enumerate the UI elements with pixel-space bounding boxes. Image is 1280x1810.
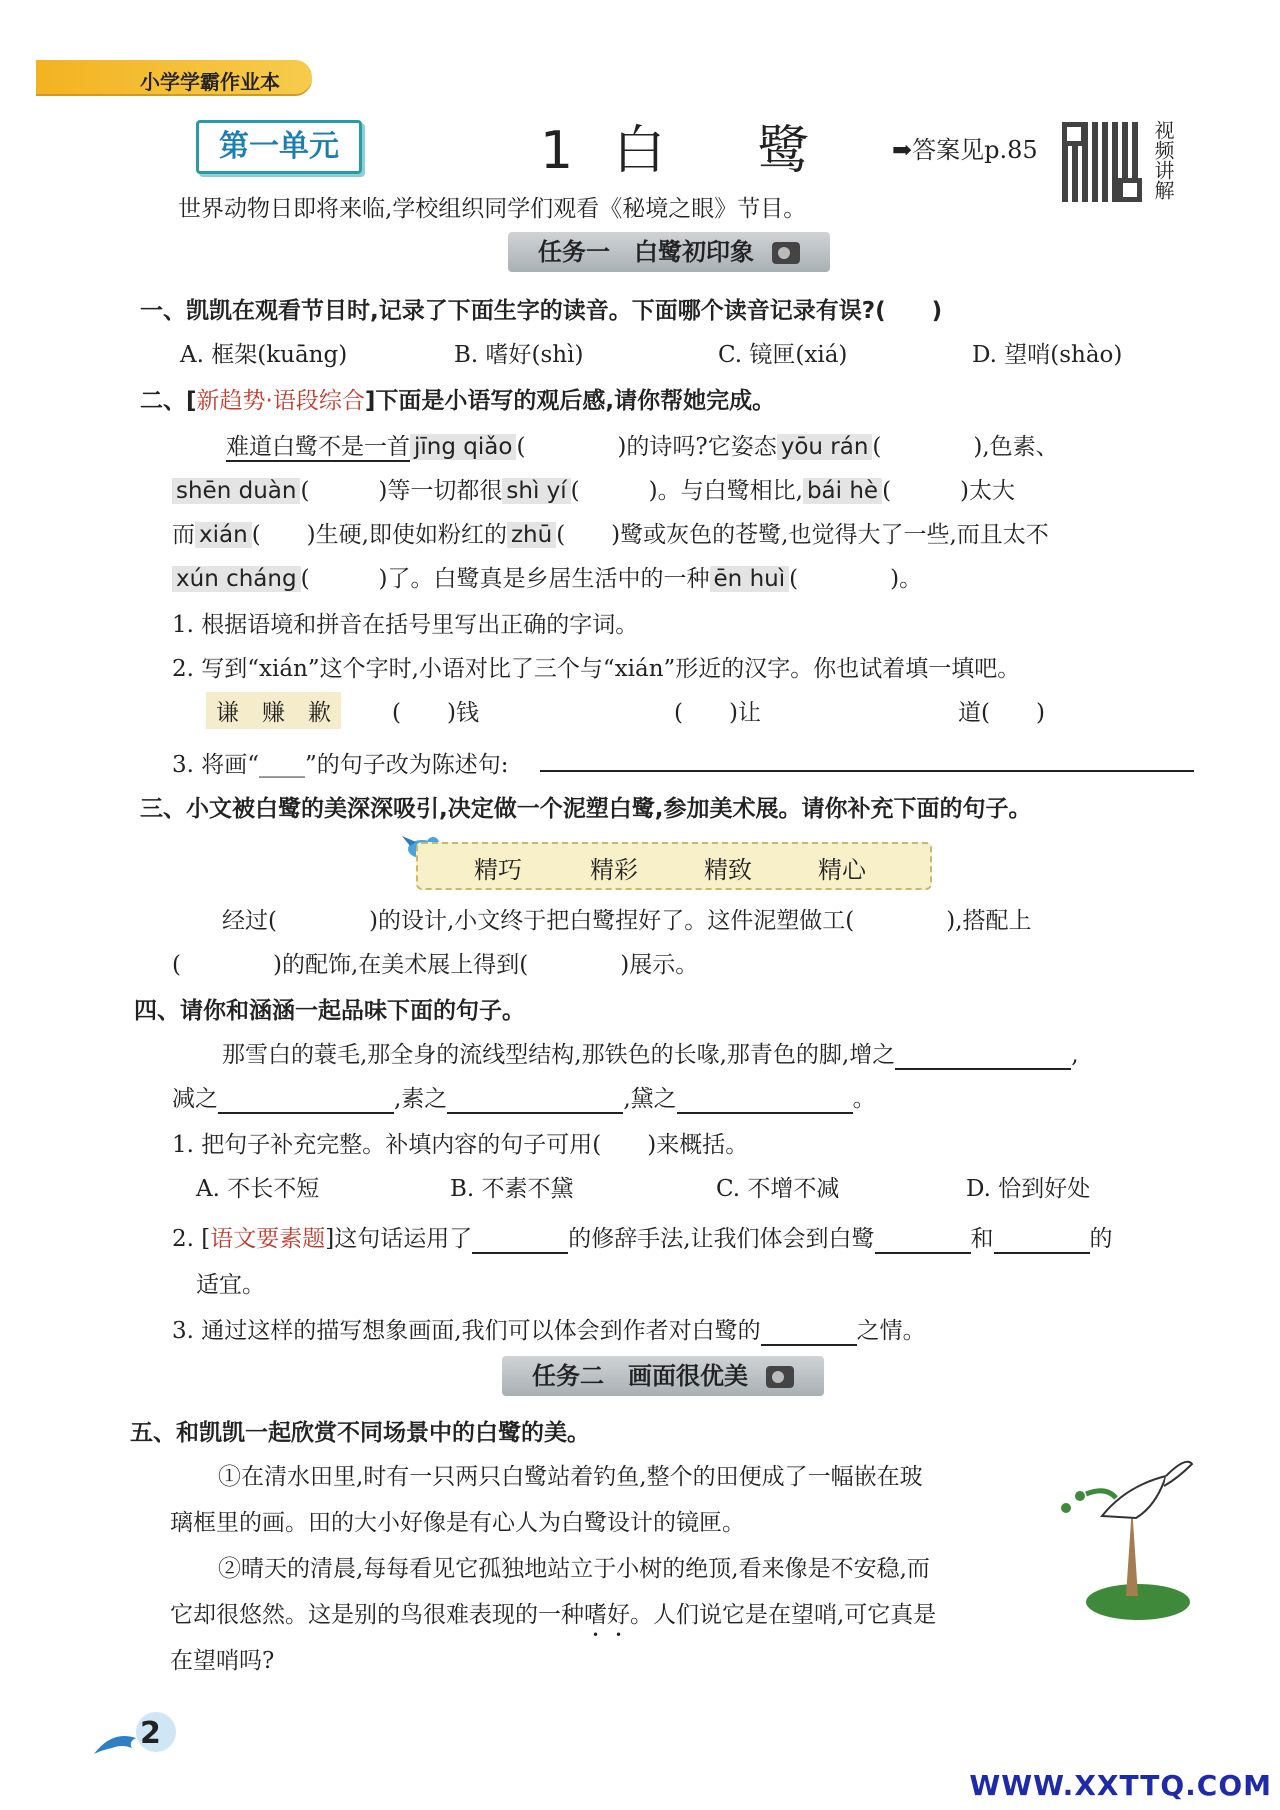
answer-blank[interactable]: [472, 1226, 568, 1254]
q4-subquestion-2: [172, 1220, 1113, 1254]
intro-text: 世界动物日即将来临,学校组织同学们观看《秘境之眼》节目。: [178, 196, 807, 222]
pinyin-enhui: ēn huì: [710, 566, 790, 592]
q4-subquestion-3: [172, 1312, 926, 1346]
q4-subquestion-1: 1. 把句子补充完整。补填内容的句子可用( )来概括。: [172, 1132, 749, 1158]
task-two-banner: [502, 1356, 824, 1396]
q4-text: 的: [1089, 1226, 1113, 1252]
q2-text: ( )了。白鹭真是乡居生活中的一种: [300, 566, 710, 592]
q2-text: ( )生硬,即使如粉红的: [251, 522, 507, 548]
answer-blank[interactable]: [895, 1042, 1071, 1070]
pinyin-xian: xián: [195, 522, 252, 548]
q1-option-a: A. 框架(kuāng): [180, 342, 348, 368]
q4-tag: 语文要素题: [210, 1226, 326, 1252]
task-one-label: 任务一 白鹭初印象: [538, 238, 754, 266]
q2-text: ( )鹭或灰色的苍鹭,也觉得大了一些,而且太不: [556, 522, 1049, 548]
q5-paragraph-1-line-1: ①在清水田里,时有一只两只白鹭站着钓鱼,整个的田便成了一幅嵌在玻: [218, 1464, 923, 1490]
pinyin-shiyi: shì yí: [502, 478, 570, 504]
fill-rang[interactable]: ( )让: [674, 700, 761, 726]
question-3-stem: 三、小文被白鹭的美深深吸引,决定做一个泥塑白鹭,参加美术展。请你补充下面的句子。: [140, 796, 1032, 822]
brand-label: 小学学霸作业本: [140, 70, 280, 94]
q2-paragraph-line-4: [172, 560, 922, 593]
q5-paragraph-2-line-1: ②晴天的清晨,每每看见它孤独地站立于小树的绝顶,看来像是不安稳,而: [218, 1556, 930, 1582]
q2-text: ( )太大: [882, 478, 1016, 504]
q4-quote-text: 那雪白的蓑毛,那全身的流线型结构,那铁色的长喙,那青色的脚,增之: [222, 1042, 896, 1068]
question-1-stem: 一、凯凯在观看节目时,记录了下面生字的读音。下面哪个读音记录有误?( ): [140, 298, 943, 324]
q5-paragraph-2-line-2: [170, 1596, 936, 1642]
reference-characters: 谦 赚 歉: [206, 692, 341, 729]
unit-label: 第一单元: [196, 120, 362, 174]
dolphin-icon: [92, 1728, 140, 1758]
q3-sentence-line-2: ( )的配饰,在美术展上得到( )展示。: [172, 952, 699, 978]
q4-quote-text: 减之: [172, 1086, 218, 1112]
q5-paragraph-2-line-3: 在望哨吗?: [170, 1648, 275, 1674]
q1-option-b: B. 嗜好(shì): [454, 342, 584, 368]
q4-option-a: A. 不长不短: [196, 1176, 320, 1202]
q2-prefix: 二、[: [140, 388, 197, 414]
pinyin-shenduan: shēn duàn: [172, 478, 300, 504]
q2-paragraph-line-1: [226, 428, 1059, 461]
fill-dao[interactable]: 道( ): [958, 700, 1045, 726]
brand-banner: [36, 60, 312, 94]
pinyin-zhu: zhū: [507, 522, 556, 548]
q2-text: ( )。与白鹭相比,: [570, 478, 803, 504]
q4-text: 之情。: [856, 1318, 926, 1344]
underlined-sentence-part: 难道白鹭不是一首: [226, 434, 410, 460]
answer-blank[interactable]: [994, 1226, 1090, 1254]
q4-option-b: B. 不素不黛: [450, 1176, 574, 1202]
q4-text: 和: [970, 1226, 994, 1252]
word-option: 精心: [818, 856, 866, 884]
task-two-label: 任务二 画面很优美: [532, 1362, 748, 1390]
answer-blank[interactable]: [447, 1086, 623, 1114]
qr-code-icon[interactable]: [1062, 122, 1142, 202]
q2-stem-text: ]下面是小语写的观后感,请你帮她完成。: [364, 388, 776, 414]
answer-line[interactable]: [540, 770, 1194, 772]
q4-quote-text: ,素之: [394, 1086, 448, 1112]
q2-subquestion-1: 1. 根据语境和拼音在括号里写出正确的字词。: [172, 612, 639, 638]
q4-text: 3. 通过这样的描写想象画面,我们可以体会到作者对白鹭的: [172, 1318, 761, 1344]
lesson-title: [540, 108, 811, 183]
q1-option-d: D. 望哨(shào): [972, 342, 1123, 368]
q5-paragraph-1-line-2: 璃框里的画。田的大小好像是有心人为白鹭设计的镜匣。: [170, 1510, 745, 1536]
lesson-title-char-2: 鹭: [757, 121, 812, 181]
q4-quote-line-2: [172, 1080, 876, 1114]
question-4-stem: 四、请你和涵涵一起品味下面的句子。: [134, 998, 525, 1024]
pinyin-youran: yōu rán: [777, 434, 873, 460]
word-bank: [416, 842, 932, 890]
lesson-title-char-1: 白: [613, 121, 668, 181]
q5-text: 它却很悠然。这是别的鸟很难表现的一种: [170, 1602, 584, 1628]
q4-option-d: D. 恰到好处: [966, 1176, 1091, 1202]
question-2-stem: [140, 382, 775, 415]
pinyin-xunchang: xún cháng: [172, 566, 301, 592]
q2-subquestion-3: 3. 将画“____”的句子改为陈述句:: [172, 752, 509, 778]
word-option: 精彩: [590, 856, 638, 884]
q4-quote-text: 。: [852, 1086, 876, 1112]
radio-icon: [766, 1366, 794, 1388]
q4-text: ]这句话运用了: [325, 1226, 473, 1252]
pinyin-jingqiao: jīng qiǎo: [410, 434, 516, 460]
q2-paragraph-line-3: [172, 516, 1049, 549]
q2-paragraph-line-2: [172, 472, 1015, 505]
q2-text: ( )。: [789, 566, 923, 592]
pinyin-baihe: bái hè: [803, 478, 882, 504]
q2-text: ( ),色素、: [872, 434, 1059, 460]
egret-illustration: [1046, 1446, 1196, 1622]
video-explanation-label: 视频讲解: [1151, 120, 1175, 200]
question-5-stem: 五、和凯凯一起欣赏不同场景中的白鹭的美。: [130, 1420, 590, 1446]
answer-blank[interactable]: [218, 1086, 394, 1114]
q4-option-c: C. 不增不减: [716, 1176, 840, 1202]
q2-text: ( )的诗吗?它姿态: [516, 434, 777, 460]
q1-option-c: C. 镜匣(xiá): [718, 342, 848, 368]
q2-text: ( )等一切都很: [300, 478, 503, 504]
task-one-banner: [508, 232, 830, 272]
q5-text: 。人们说它是在望哨,可它真是: [630, 1602, 937, 1628]
page-number: 2: [140, 1716, 161, 1751]
answer-blank[interactable]: [761, 1318, 857, 1346]
q2-text: 而: [172, 522, 195, 548]
q4-text: 2. [: [172, 1226, 211, 1252]
answer-blank[interactable]: [875, 1226, 971, 1254]
dotted-word: 嗜好: [584, 1602, 630, 1628]
q4-quote-text: ,黛之: [623, 1086, 677, 1112]
word-option: 精巧: [474, 856, 522, 884]
q4-quote-line-1: 那雪白的蓑毛,那全身的流线型结构,那铁色的长喙,那青色的脚,增之 ,: [222, 1042, 1079, 1068]
q4-text: 的修辞手法,让我们体会到白鹭: [568, 1226, 875, 1252]
lesson-number: 1: [540, 121, 576, 181]
q3-sentence-line-1: 经过( )的设计,小文终于把白鹭捏好了。这件泥塑做工( ),搭配上: [222, 908, 1032, 934]
answer-blank[interactable]: [677, 1086, 853, 1114]
word-option: 精致: [704, 856, 752, 884]
fill-qian[interactable]: ( )钱: [392, 700, 479, 726]
site-watermark[interactable]: WWW.XXTTQ.COM: [969, 1769, 1272, 1802]
radio-icon: [772, 242, 800, 264]
q4-subquestion-2-cont: 适宜。: [196, 1272, 265, 1298]
answer-reference: ➡答案见p.85: [892, 136, 1038, 164]
q2-tag: 新趋势·语段综合: [196, 388, 365, 414]
q2-subquestion-2: 2. 写到“xián”这个字时,小语对比了三个与“xián”形近的汉字。你也试着填一填吧。: [172, 656, 1021, 682]
